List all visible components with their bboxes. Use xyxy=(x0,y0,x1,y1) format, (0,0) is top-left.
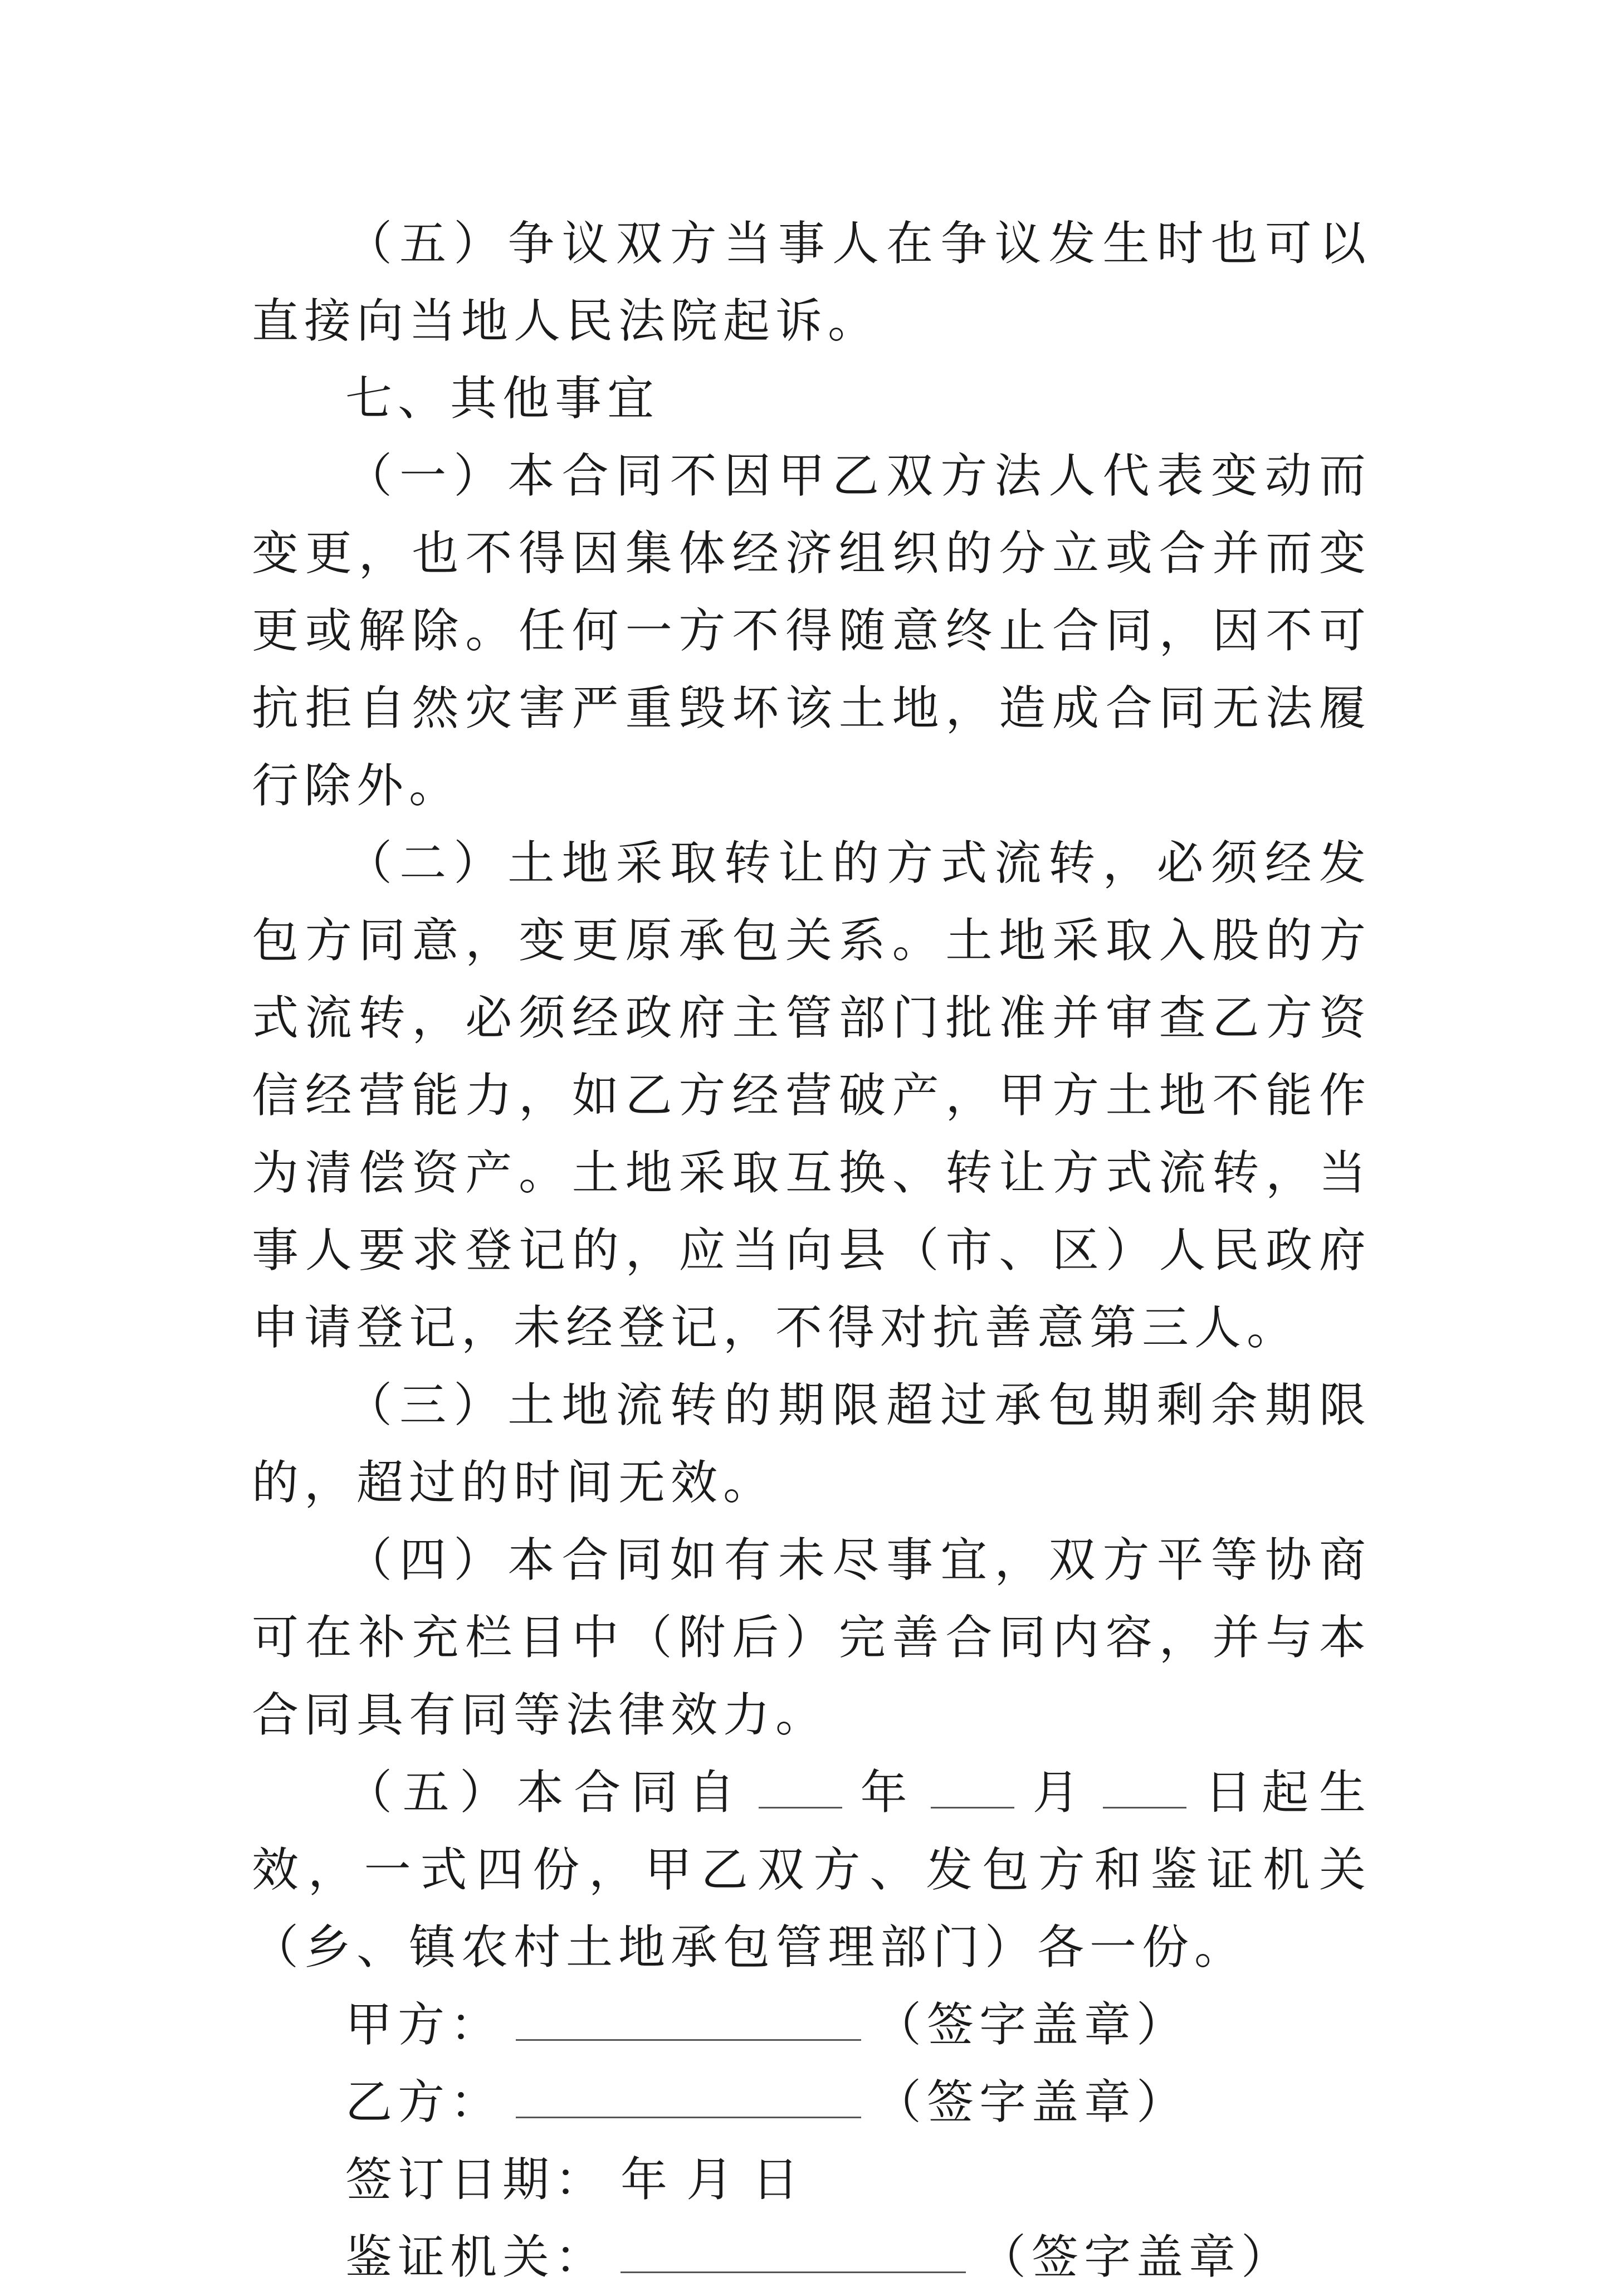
month-blank[interactable] xyxy=(931,1773,1014,1808)
date-day: 日 xyxy=(752,2152,805,2207)
paragraph-other-4: （四）本合同如有未尽事宜，双方平等协商可在补充栏目中（附后）完善合同内容，并与本合同具有同等法律效力。 xyxy=(252,1533,1371,1742)
certifier-signature-line[interactable] xyxy=(621,2238,966,2273)
certifier-label: 鉴证机关： xyxy=(345,2230,608,2284)
party-a-seal-note: （签字盖章） xyxy=(875,1997,1189,2052)
date-label: 签订日期： xyxy=(345,2152,608,2207)
party-b-signature-line[interactable] xyxy=(516,2083,861,2118)
month-label: 月 xyxy=(1028,1765,1090,1820)
signature-party-a xyxy=(252,1986,1371,2064)
section-heading-7: 七、其他事宜 xyxy=(345,371,660,426)
signature-party-b xyxy=(252,2064,1371,2141)
paragraph-other-1: （一）本合同不因甲乙双方法人代表变动而变更，也不得因集体经济组织的分立或合并而变更或解除。任何一方不得随意终止合同，因不可抗拒自然灾害严重毁坏该土地，造成合同无法履行除外。 xyxy=(252,449,1371,813)
day-blank[interactable] xyxy=(1103,1773,1186,1808)
party-b-label: 乙方： xyxy=(345,2075,503,2129)
signature-certifier xyxy=(252,2219,1371,2296)
year-label: 年 xyxy=(855,1765,918,1820)
effective-text-start: （五）本合同自 xyxy=(345,1765,745,1820)
document-body xyxy=(252,205,1371,2296)
paragraph-other-3: （三）土地流转的期限超过承包期剩余期限的，超过的时间无效。 xyxy=(252,1378,1371,1510)
year-blank[interactable] xyxy=(759,1773,842,1808)
paragraph-dispute-5: （五）争议双方当事人在争议发生时也可以直接向当地人民法院起诉。 xyxy=(252,216,1371,348)
date-month: 月 xyxy=(686,2152,739,2207)
date-year: 年 xyxy=(621,2152,673,2207)
party-a-label: 甲方： xyxy=(345,1997,503,2052)
paragraph-other-5 xyxy=(252,1754,1371,1986)
party-b-seal-note: （签字盖章） xyxy=(875,2075,1189,2129)
party-a-signature-line[interactable] xyxy=(516,2006,861,2041)
effective-text-end: 日起生效，一式四份，甲乙双方、发包方和鉴证机关（乡、镇农村土地承包管理部门）各一份。 xyxy=(252,1765,1371,1975)
certifier-seal-note: （签字盖章） xyxy=(979,2230,1294,2284)
signing-date xyxy=(252,2141,1371,2219)
paragraph-other-2: （二）土地采取转让的方式流转，必须经发包方同意，变更原承包关系。土地采取入股的方式流转，必须经政府主管部门批准并审查乙方资信经营能力，如乙方经营破产，甲方土地不能作为清偿资产。土地采取互换、转让方式流转，当事人要求登记的，应当向县（市、区）人民政府申请登记，未经登记，不得对抗善意第三人。 xyxy=(252,836,1371,1355)
